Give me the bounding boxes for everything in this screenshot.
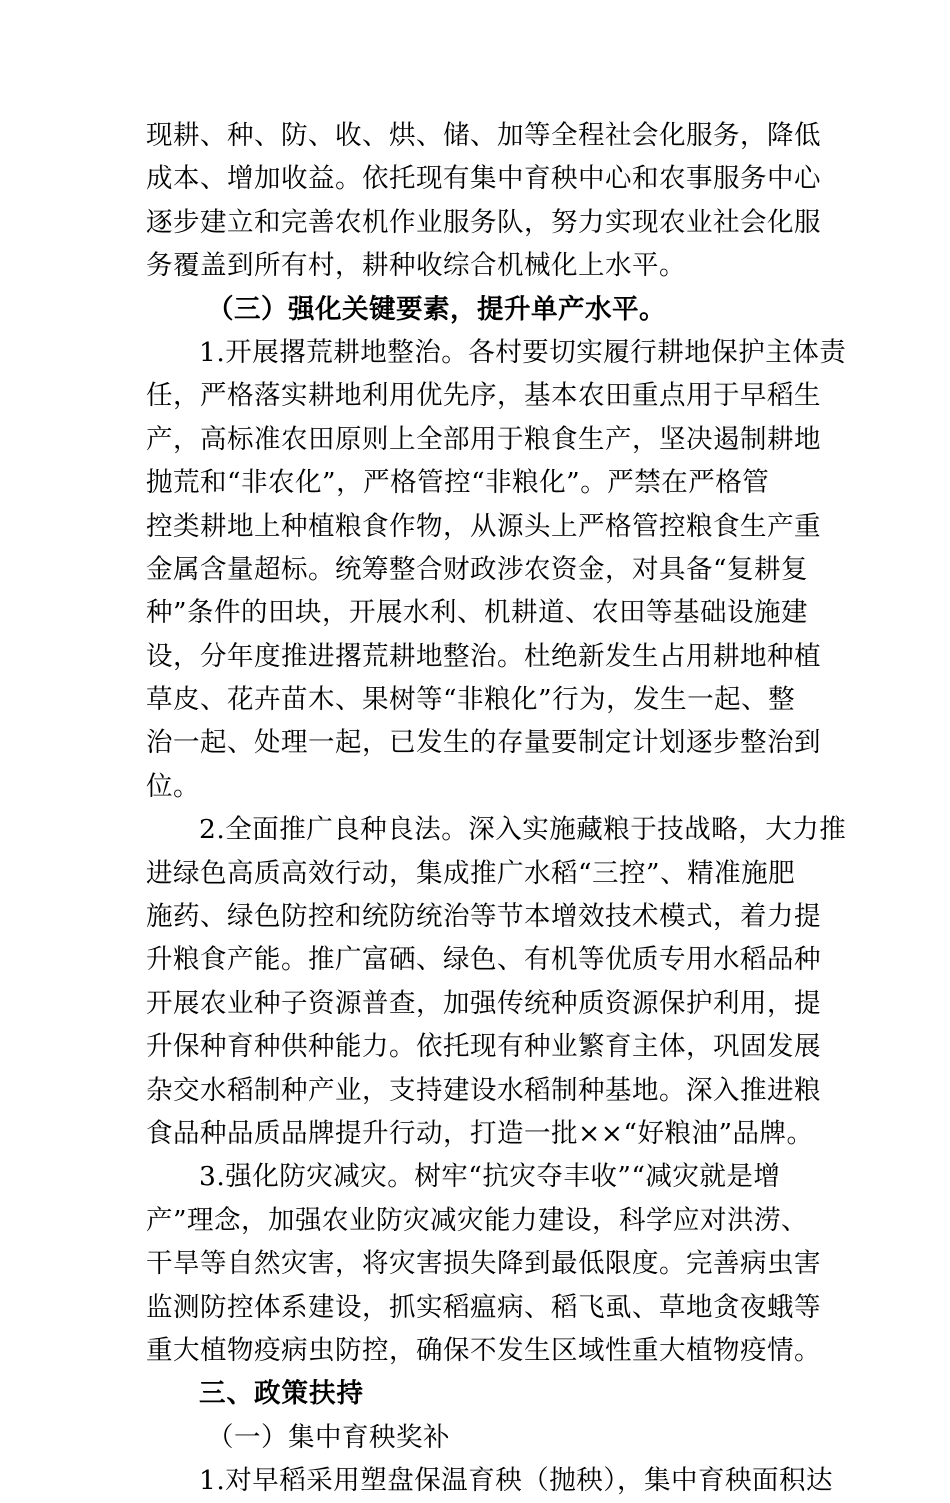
paragraph-line: 务覆盖到所有村，耕种收综合机械化上水平。 xyxy=(146,250,686,282)
paragraph-line: 抛荒和“非农化”，严格管控“非粮化”。严禁在严格管 xyxy=(146,467,770,499)
paragraph-line: 升粮食产能。推广富硒、绿色、有机等优质专用水稻品种 xyxy=(146,944,821,976)
paragraph-line: 干旱等自然灾害，将灾害损失降到最低限度。完善病虫害 xyxy=(146,1248,821,1280)
paragraph-line: 重大植物疫病虫防控，确保不发生区域性重大植物疫情。 xyxy=(146,1334,821,1366)
paragraph-line: 治一起、处理一起，已发生的存量要制定计划逐步整治到 xyxy=(146,727,821,759)
paragraph-line: 1.开展撂荒耕地整治。各村要切实履行耕地保护主体责 xyxy=(199,336,847,368)
paragraph-line: 草皮、花卉苗木、果树等“非粮化”行为，发生一起、整 xyxy=(146,684,796,716)
section-subheading: （三）强化关键要素，提升单产水平。 xyxy=(207,293,666,325)
paragraph-line: 位。 xyxy=(146,770,200,802)
paragraph-line: 2.全面推广良种良法。深入实施藏粮于技战略，大力推 xyxy=(199,814,847,846)
paragraph-line: 任，严格落实耕地利用优先序，基本农田重点用于早稻生 xyxy=(146,380,821,412)
paragraph-line: 金属含量超标。统筹整合财政涉农资金，对具备“复耕复 xyxy=(146,553,809,585)
paragraph-line: 逐步建立和完善农机作业服务队，努力实现农业社会化服 xyxy=(146,206,821,238)
paragraph-line: 3.强化防灾减灾。树牢“抗灾夺丰收”“减灾就是增 xyxy=(199,1161,781,1193)
paragraph-line: 控类耕地上种植粮食作物，从源头上严格管控粮食生产重 xyxy=(146,510,821,542)
section-heading: 三、政策扶持 xyxy=(199,1378,364,1410)
paragraph-line: 升保种育种供种能力。依托现有种业繁育主体，巩固发展 xyxy=(146,1031,821,1063)
paragraph-line: 监测防控体系建设，抓实稻瘟病、稻飞虱、草地贪夜蛾等 xyxy=(146,1291,821,1323)
paragraph-line: 现耕、种、防、收、烘、储、加等全程社会化服务，降低 xyxy=(146,120,821,151)
paragraph-line: 设，分年度推进撂荒耕地整治。杜绝新发生占用耕地种植 xyxy=(146,640,821,672)
paragraph-line: 成本、增加收益。依托现有集中育秧中心和农事服务中心 xyxy=(146,163,821,195)
paragraph-line: 进绿色高质高效行动，集成推广水稻“三控”、精准施肥 xyxy=(146,857,796,889)
paragraph-line: 开展农业种子资源普查，加强传统种质资源保护利用，提 xyxy=(146,987,821,1019)
paragraph-line: 施药、绿色防控和统防统治等节本增效技术模式，着力提 xyxy=(146,901,821,933)
paragraph-line: 产”理念，加强农业防灾减灾能力建设，科学应对洪涝、 xyxy=(146,1204,809,1236)
section-subheading: （一）集中育秧奖补 xyxy=(207,1421,450,1453)
document-body xyxy=(146,114,847,1503)
paragraph-line: 食品种品质品牌提升行动，打造一批××“好粮油”品牌。 xyxy=(146,1117,814,1149)
paragraph-line: 产，高标准农田原则上全部用于粮食生产，坚决遏制耕地 xyxy=(146,423,821,455)
paragraph-line: 1.对早稻采用塑盘保温育秧（抛秧），集中育秧面积达 xyxy=(199,1465,834,1497)
paragraph-line: 种”条件的田块，开展水利、机耕道、农田等基础设施建 xyxy=(146,597,809,629)
paragraph-line: 杂交水稻制种产业，支持建设水稻制种基地。深入推进粮 xyxy=(146,1074,821,1106)
